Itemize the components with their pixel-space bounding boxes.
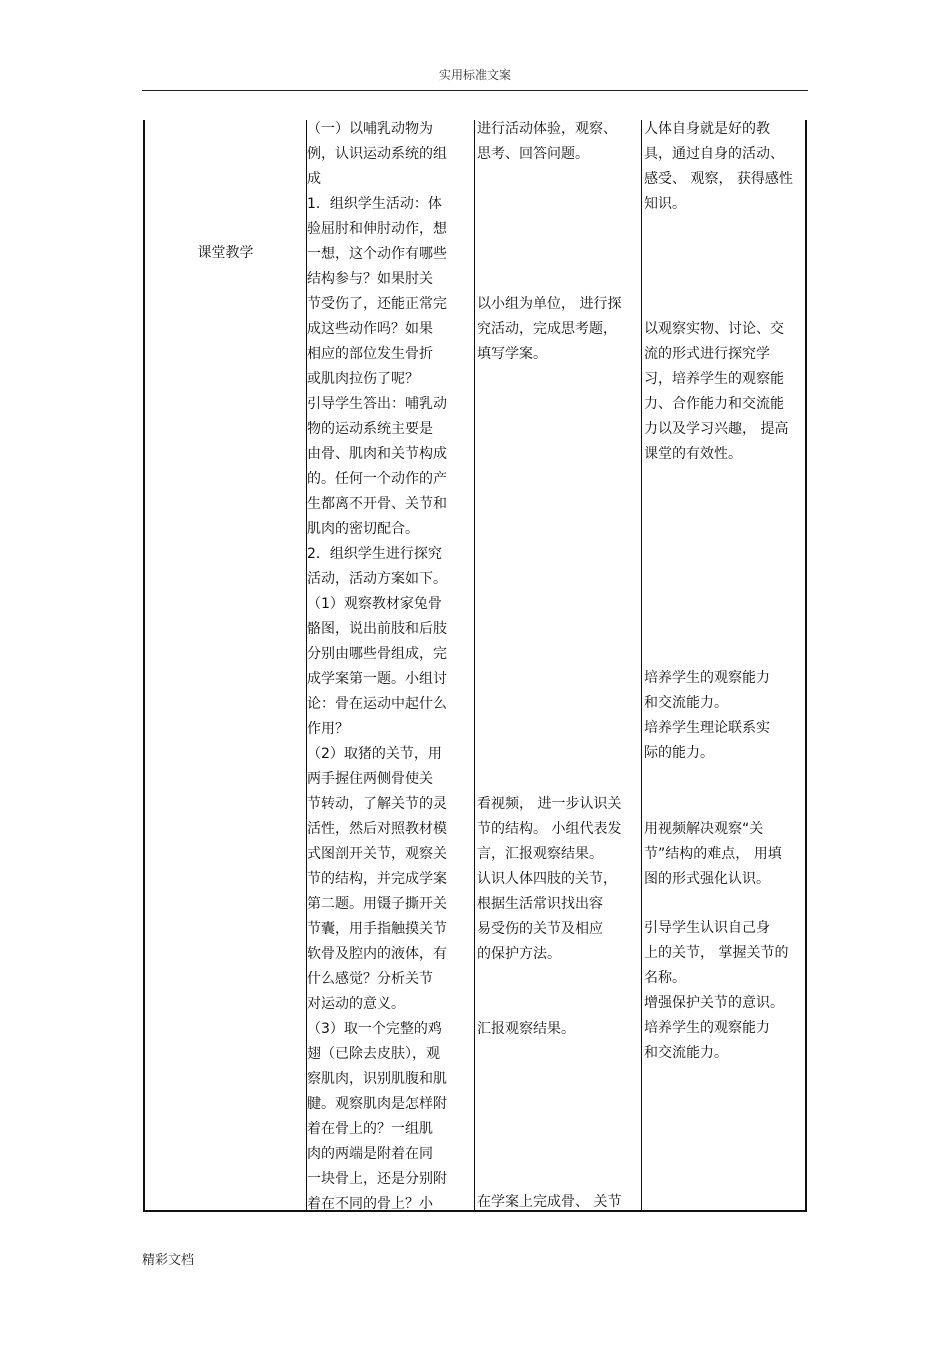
text-line: 以小组为单位， 进行探 — [477, 296, 622, 312]
student-activity-block — [477, 792, 640, 967]
text-line: 培养学生理论联系实 — [644, 720, 770, 736]
text-line: 由骨、肌肉和关节构成 — [307, 446, 447, 462]
text-line: 或肌肉拉伤了呢？ — [307, 371, 419, 387]
text-line: 例，认识运动系统的组 — [307, 146, 447, 162]
text-line: 对运动的意义。 — [307, 996, 405, 1012]
text-line: 力以及学习兴趣， 提高 — [644, 421, 789, 437]
text-line: 验屈肘和伸肘动作，想 — [307, 221, 447, 237]
text-line: 用视频解决观察“关 — [644, 821, 764, 837]
text-line: 增强保护关节的意识。 — [644, 995, 784, 1011]
table-column-divider — [641, 120, 642, 1212]
text-line: 一块骨上，还是分别附 — [307, 1171, 447, 1187]
text-line: 知识。 — [644, 196, 686, 212]
text-line: 进行活动体验，观察、 — [477, 121, 617, 137]
text-line: 察肌肉，识别肌腹和肌 — [307, 1071, 447, 1087]
text-line: 究活动，完成思考题， — [477, 321, 617, 337]
footer-text: 精彩文档 — [142, 1253, 195, 1268]
text-line: 节囊，用手指触摸关节 — [307, 921, 447, 937]
text-line: （1）观察教材家兔骨 — [307, 596, 442, 612]
text-line: 填写学案。 — [477, 346, 547, 362]
text-line: 式图剖开关节，观察关 — [307, 846, 447, 862]
text-line: 骼图，说出前肢和后肢 — [307, 621, 447, 637]
stage-label: 课堂教学 — [197, 245, 254, 261]
student-activity-block — [477, 1190, 640, 1215]
design-intent-block — [644, 666, 806, 766]
text-line: 习，培养学生的观察能 — [644, 371, 784, 387]
text-line: 感受、 观察， 获得感性 — [644, 171, 793, 187]
text-line: 节”结构的难点， 用填 — [644, 846, 782, 862]
text-line: 1．组织学生活动：体 — [307, 196, 442, 212]
text-line: 翅（已除去皮肤），观 — [307, 1046, 440, 1062]
text-line: 两手握住两侧骨使关 — [307, 771, 433, 787]
text-line: 具，通过自身的活动、 — [644, 146, 784, 162]
text-line: 以观察实物、讨论、交 — [644, 321, 784, 337]
text-line: 节的结构。 小组代表发 — [477, 821, 622, 837]
text-line: 成学案第一题。小组讨 — [307, 671, 447, 687]
text-line: 易受伤的关节及相应 — [477, 921, 603, 937]
table-border-bottom — [143, 1210, 807, 1212]
text-line: 名称。 — [644, 970, 686, 986]
text-line: 结构参与？如果肘关 — [307, 271, 433, 287]
text-line: 什么感觉？分析关节 — [307, 971, 433, 987]
student-activity-block — [477, 292, 640, 367]
text-line: 引导学生认识自己身 — [644, 920, 770, 936]
text-line: 活动，活动方案如下。 — [307, 571, 447, 587]
text-line: 课堂的有效性。 — [644, 446, 742, 462]
text-line: 在学案上完成骨、 关节 — [477, 1194, 622, 1210]
text-line: 着在骨上的？一组肌 — [307, 1121, 433, 1137]
teacher-activity-column — [307, 117, 473, 1217]
text-line: 看视频， 进一步认识关 — [477, 796, 622, 812]
text-line: 分别由哪些骨组成，完 — [307, 646, 447, 662]
text-line: 和交流能力。 — [644, 695, 728, 711]
text-line: 思考、回答问题。 — [477, 146, 589, 162]
text-line: 上的关节， 掌握关节的 — [644, 945, 789, 961]
student-activity-block — [477, 1017, 640, 1042]
text-line: 一想，这个动作有哪些 — [307, 246, 447, 262]
text-line: 第二题。用镊子撕开关 — [307, 896, 447, 912]
text-line: 物的运动系统主要是 — [307, 421, 433, 437]
text-line: 际的能力。 — [644, 745, 714, 761]
design-intent-block — [644, 117, 806, 217]
text-line: 根据生活常识找出容 — [477, 896, 603, 912]
design-intent-block — [644, 817, 806, 892]
text-line: 生都离不开骨、关节和 — [307, 496, 447, 512]
text-line: 成 — [307, 171, 321, 187]
text-line: 腱。观察肌肉是怎样附 — [307, 1096, 447, 1112]
student-activity-block — [477, 117, 640, 167]
text-line: 汇报观察结果。 — [477, 1021, 575, 1037]
text-line: 成这些动作吗？如果 — [307, 321, 433, 337]
text-line: 软骨及腔内的液体，有 — [307, 946, 447, 962]
table-column-divider — [474, 120, 475, 1212]
design-intent-block — [644, 916, 806, 1066]
text-line: 相应的部位发生骨折 — [307, 346, 433, 362]
text-line: （3）取一个完整的鸡 — [307, 1021, 442, 1037]
text-line: 论：骨在运动中起什么 — [307, 696, 447, 712]
text-line: 节转动，了解关节的灵 — [307, 796, 447, 812]
text-line: 言，汇报观察结果。 — [477, 846, 603, 862]
text-line: 着在不同的骨上？小 — [307, 1196, 433, 1212]
text-line: 和交流能力。 — [644, 1045, 728, 1061]
text-line: 2．组织学生进行探究 — [307, 546, 442, 562]
header-title: 实用标准文案 — [438, 68, 511, 82]
table-border-left — [143, 120, 145, 1212]
header-divider — [142, 90, 808, 91]
text-line: （2）取猪的关节，用 — [307, 746, 442, 762]
text-line: 肉的两端是附着在同 — [307, 1146, 433, 1162]
text-line: 图的形式强化认识。 — [644, 871, 770, 887]
text-line: 的。任何一个动作的产 — [307, 471, 447, 487]
text-line: 节受伤了，还能正常完 — [307, 296, 447, 312]
text-line: 培养学生的观察能力 — [644, 1020, 770, 1036]
text-line: 力、合作能力和交流能 — [644, 396, 784, 412]
text-line: 人体自身就是好的教 — [644, 121, 770, 137]
text-line: 作用？ — [307, 721, 349, 737]
text-line: 流的形式进行探究学 — [644, 346, 770, 362]
text-line: 培养学生的观察能力 — [644, 670, 770, 686]
text-line: 的保护方法。 — [477, 946, 561, 962]
text-line: 节的结构，并完成学案 — [307, 871, 447, 887]
text-line: （一）以哺乳动物为 — [307, 121, 433, 137]
text-line: 认识人体四肢的关节， — [477, 871, 617, 887]
text-line: 引导学生答出：哺乳动 — [307, 396, 447, 412]
design-intent-block — [644, 317, 806, 467]
text-line: 肌肉的密切配合。 — [307, 521, 419, 537]
text-line: 活性，然后对照教材模 — [307, 821, 447, 837]
